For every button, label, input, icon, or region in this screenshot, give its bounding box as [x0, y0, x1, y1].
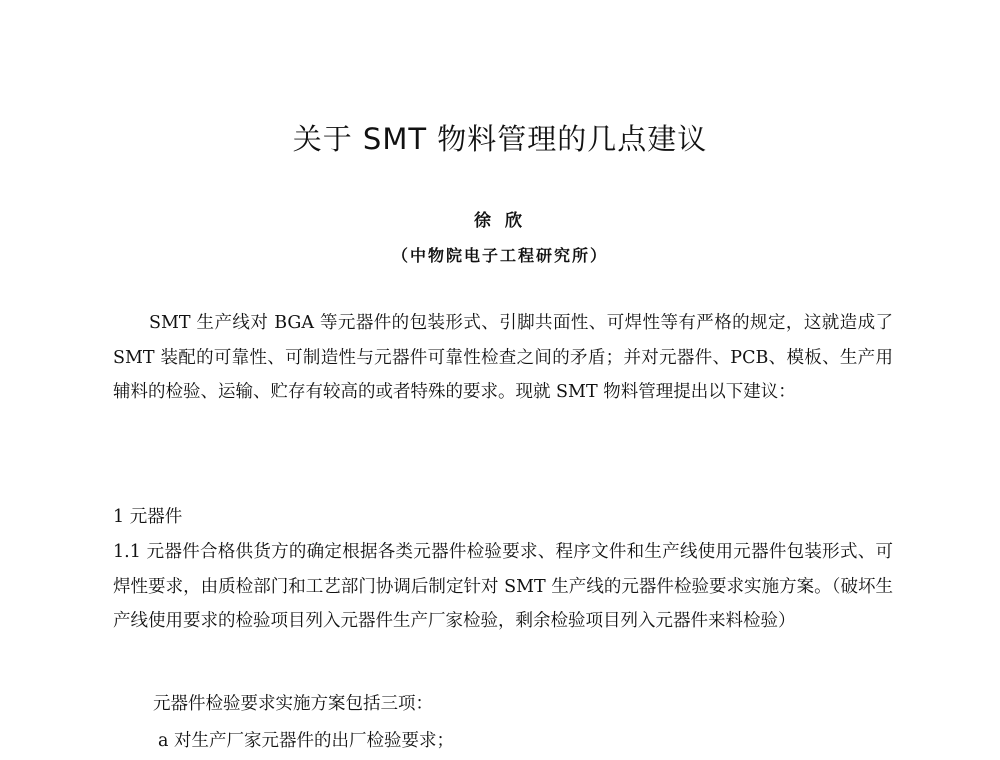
author-name: 徐 欣: [474, 211, 526, 231]
list-item-a: a 对生产厂家元器件的出厂检验要求；: [158, 731, 454, 751]
author-affiliation: （中物院电子工程研究所）: [391, 246, 608, 265]
plan-intro-paragraph: 元器件检验要求实施方案包括三项：: [153, 694, 433, 714]
intro-paragraph: SMT 生产线对 BGA 等元器件的包装形式、引脚共面性、可焊性等有严格的规定，这就造成了 SMT 装配的可靠性、可制造性与元器件可靠性检查之间的矛盾；并对元器件、PCB、模板、生产用辅料的检验、运输、贮存有较高的或者特殊的要求。现就 SMT 物料管理提出以下建议：: [113, 313, 893, 402]
section-heading-1: 1 元器件: [113, 507, 183, 527]
document-title: 关于 SMT 物料管理的几点建议: [292, 122, 708, 156]
section-1-1-paragraph: 1.1 元器件合格供货方的确定根据各类元器件检验要求、程序文件和生产线使用元器件包装形式、可焊性要求，由质检部门和工艺部门协调后制定针对 SMT 生产线的元器件检验要求实施方案。（破坏生产线使用要求的检验项目列入元器件生产厂家检验，剩余检验项目列入元器件来料检验）: [113, 542, 893, 631]
